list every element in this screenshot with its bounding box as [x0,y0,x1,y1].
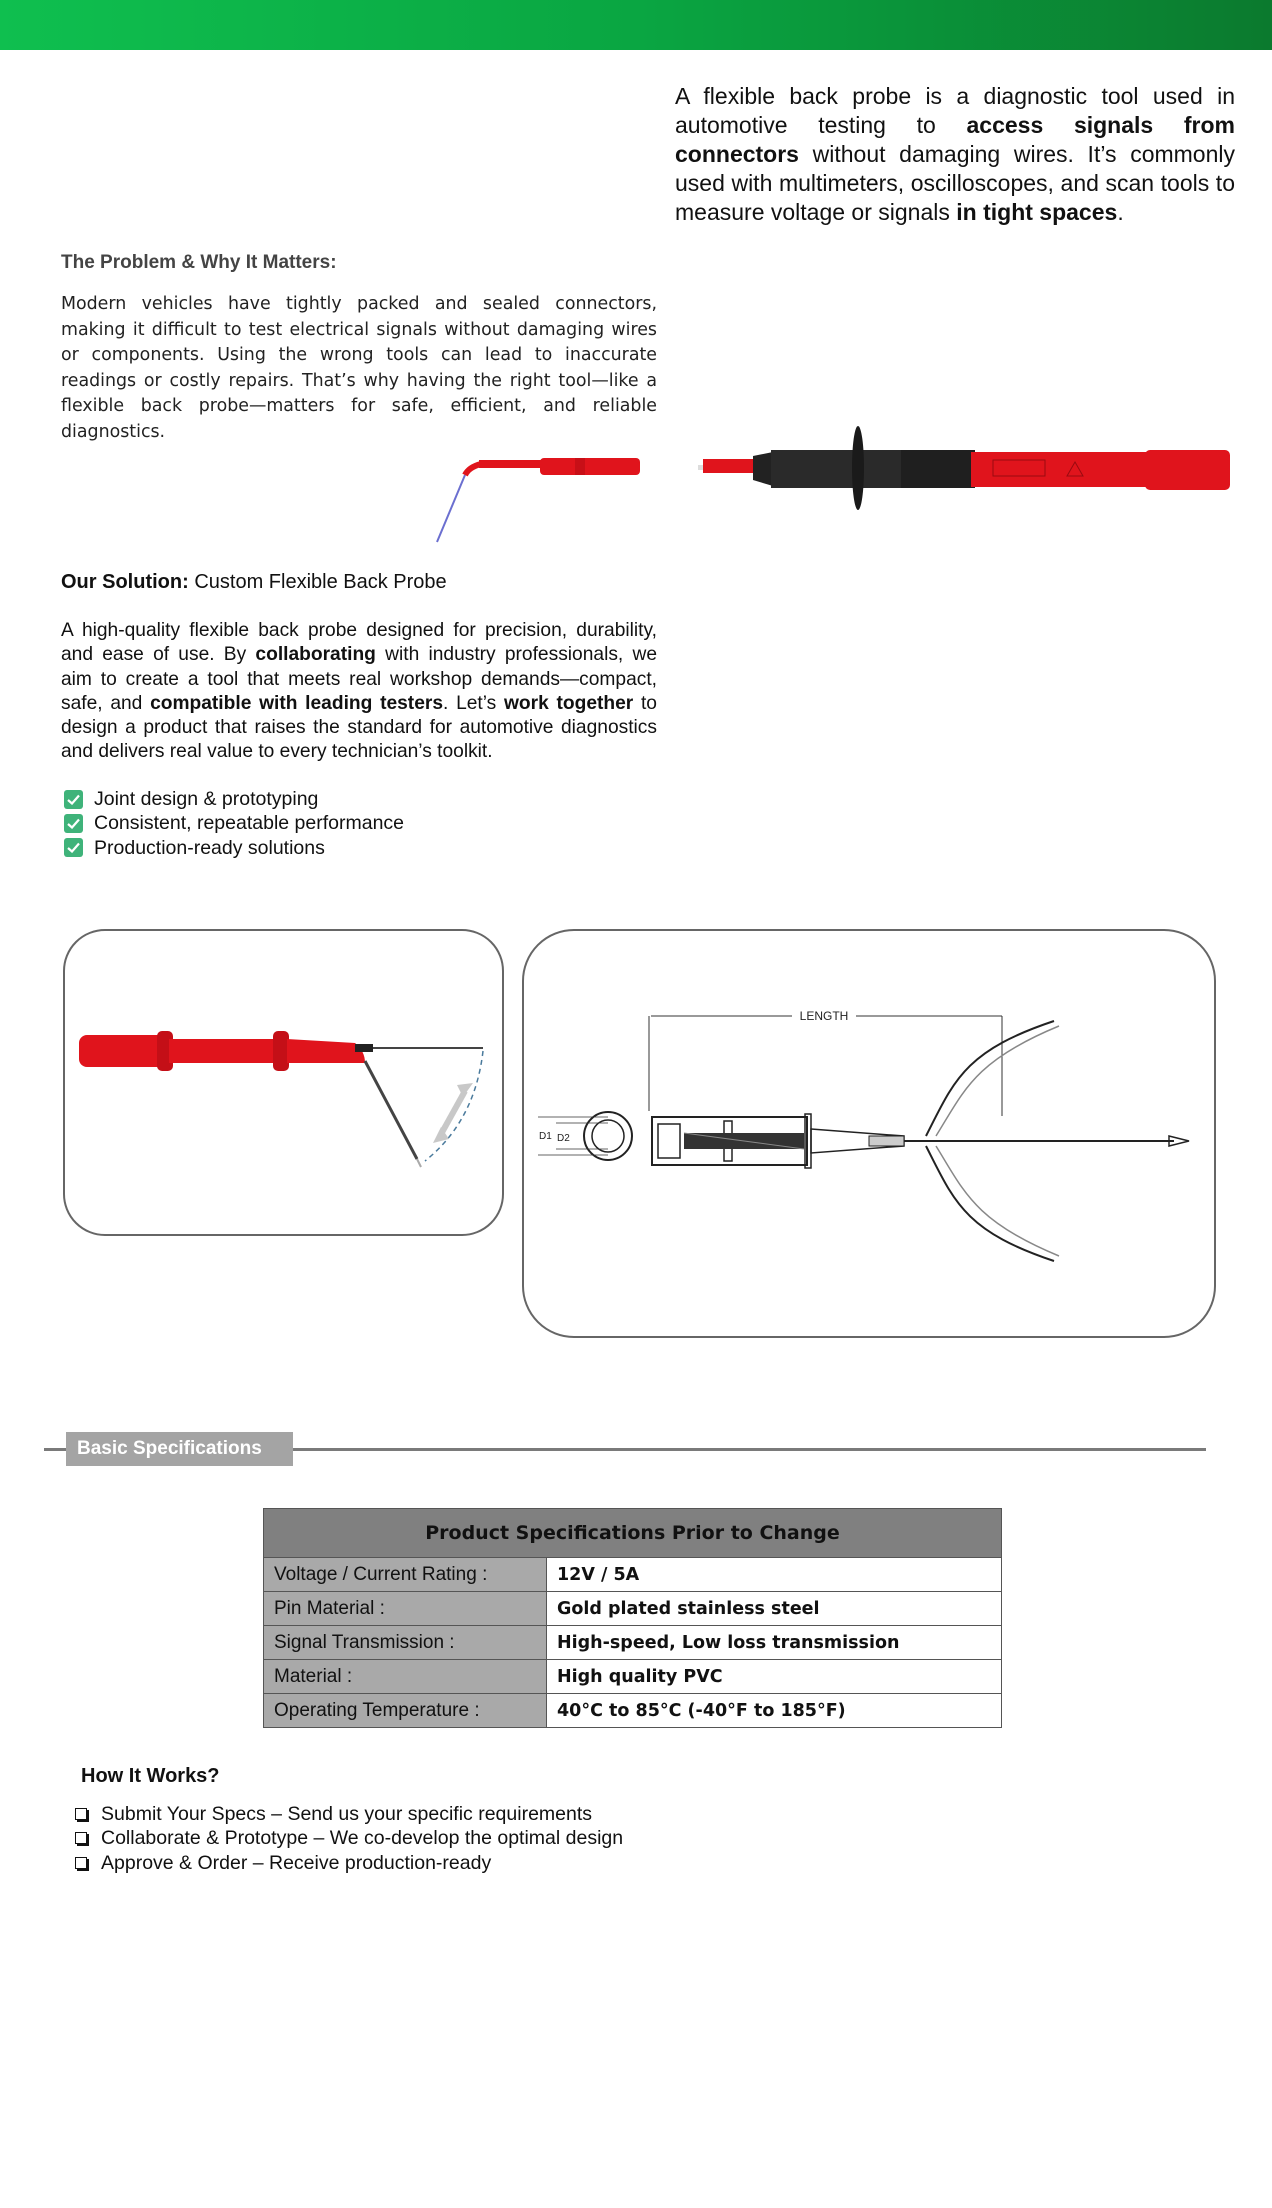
bent-probe-image [65,931,502,1234]
checkmark-icon [64,814,83,833]
d2-label: D2 [557,1133,570,1144]
square-bullet-icon [75,1808,87,1820]
table-row: Material : High quality PVC [264,1660,1002,1694]
list-item: Consistent, repeatable performance [64,811,404,835]
benefits-list [64,787,404,860]
table-row: Signal Transmission : High-speed, Low loss transmission [264,1626,1002,1660]
technical-drawing-panel [522,929,1216,1338]
list-item: Approve & Order – Receive production-ready [75,1851,623,1875]
probe-illustration [425,420,1240,560]
problem-title: The Problem & Why It Matters: [61,252,337,273]
solution-body: A high-quality flexible back probe designed for precision, durability, and ease of use. By collaborating with industry professionals, we aim to create a tool that meets real workshop demands—compact, safe, and compatible with leading testers. Let’s work together to design a product that raises the standard for automotive diagnostics and delivers real value to every technician’s toolkit. [61,620,658,763]
header-bar [0,0,1272,50]
square-bullet-icon [75,1857,87,1869]
section-label: Basic Specifications [66,1432,293,1466]
table-row: Operating Temperature : 40°C to 85°C (-40°F to 185°F) [264,1694,1002,1728]
table-row: Pin Material : Gold plated stainless steel [264,1592,1002,1626]
list-item: Production-ready solutions [64,836,404,860]
how-it-works-list [75,1802,623,1875]
how-it-works-title: How It Works? [81,1765,220,1787]
solution-title: Our Solution: Custom Flexible Back Probe [61,571,447,593]
length-label: LENGTH [799,1009,849,1023]
d1-label: D1 [539,1131,552,1142]
list-item: Collaborate & Prototype – We co-develop the optimal design [75,1826,623,1850]
checkmark-icon [64,838,83,857]
probe-photo-panel [63,929,504,1236]
list-item: Joint design & prototyping [64,787,404,811]
technical-drawing [524,931,1214,1336]
table-title: Product Specifications Prior to Change [264,1509,1002,1558]
intro-paragraph: A flexible back probe is a diagnostic tool used in automotive testing to access signals from connectors without damaging wires. It’s commonly used with multimeters, oscilloscopes, and scan tools to measure voltage or signals in tight spaces. [675,83,1235,225]
list-item: Submit Your Specs – Send us your specific requirements [75,1802,623,1826]
table-row: Voltage / Current Rating : 12V / 5A [264,1558,1002,1592]
checkmark-icon [64,790,83,809]
problem-body: Modern vehicles have tightly packed and sealed connectors, making it difficult to test electrical signals without damaging wires or components. Using the wrong tools can lead to inaccurate readings or costly repairs. That’s why having the right tool—like a flexible back probe—matters for safe, efficient, and reliable diagnostics. [61,294,657,442]
square-bullet-icon [75,1832,87,1844]
specifications-table [263,1508,1002,1728]
